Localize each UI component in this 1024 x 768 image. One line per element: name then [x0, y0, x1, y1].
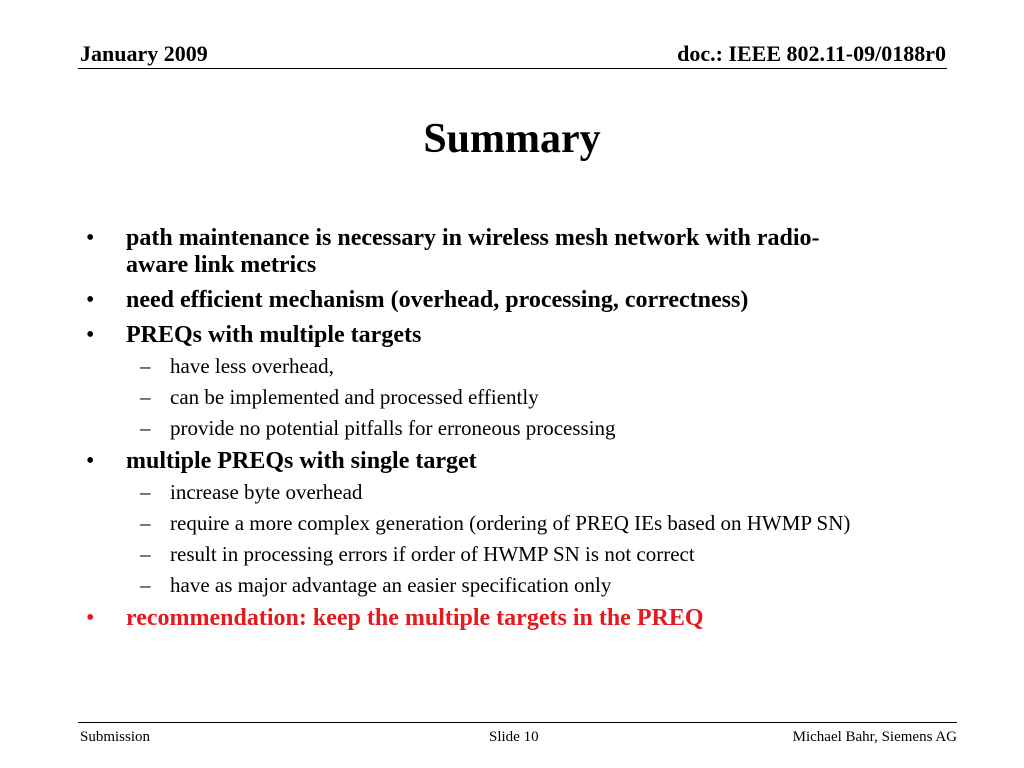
slide-number: Slide 10	[489, 729, 539, 745]
sub-bullet-text: have less overhead,	[170, 354, 334, 378]
bullet-item	[80, 287, 880, 314]
sub-bullet-marker: –	[140, 573, 151, 597]
header-doc-id: doc.: IEEE 802.11-09/0188r0	[677, 41, 946, 66]
sub-bullet-text: provide no potential pitfalls for erroneous processing	[170, 416, 616, 440]
bullet-text: need efficient mechanism (overhead, processing, correctness)	[126, 287, 749, 313]
sub-bullet-marker: –	[140, 354, 151, 378]
sub-bullet-marker: –	[140, 511, 151, 535]
sub-bullet-marker: –	[140, 416, 151, 440]
footer-submission: Submission	[80, 729, 151, 745]
sub-bullet-item	[80, 385, 880, 410]
footer-author: Michael Bahr, Siemens AG	[792, 729, 957, 745]
bullet-marker: •	[86, 322, 95, 348]
bullet-marker: •	[86, 605, 95, 631]
bullet-item	[80, 225, 880, 279]
sub-bullet-item	[80, 416, 880, 441]
recommendation-bullet	[80, 605, 880, 632]
bullet-text: path maintenance is necessary in wireless mesh network with radio-aware link metrics	[126, 225, 820, 278]
sub-bullet-text: can be implemented and processed effiently	[170, 385, 539, 409]
sub-bullet-marker: –	[140, 385, 151, 409]
sub-bullet-marker: –	[140, 480, 151, 504]
header-divider	[78, 68, 947, 69]
bullet-item	[80, 322, 880, 349]
bullet-marker: •	[86, 225, 95, 251]
bullet-text: multiple PREQs with single target	[126, 448, 477, 474]
sub-bullet-list	[80, 480, 880, 598]
bullet-item	[80, 448, 880, 475]
bullet-marker: •	[86, 448, 95, 474]
sub-bullet-item	[80, 354, 880, 379]
sub-bullet-text: result in processing errors if order of HWMP SN is not correct	[170, 542, 695, 566]
slide-title: Summary	[423, 116, 601, 162]
bullet-list	[80, 225, 880, 640]
bullet-text: recommendation: keep the multiple targets in the PREQ	[126, 605, 704, 631]
sub-bullet-text: increase byte overhead	[170, 480, 363, 504]
sub-bullet-text: have as major advantage an easier specification only	[170, 573, 612, 597]
sub-bullet-item	[80, 511, 880, 536]
bullet-text: PREQs with multiple targets	[126, 322, 422, 348]
header-date: January 2009	[80, 41, 208, 66]
sub-bullet-item	[80, 542, 880, 567]
bullet-marker: •	[86, 287, 95, 313]
sub-bullet-item	[80, 480, 880, 505]
footer-divider	[78, 722, 957, 723]
sub-bullet-list	[80, 354, 880, 441]
sub-bullet-item	[80, 573, 880, 598]
sub-bullet-text: require a more complex generation (ordering of PREQ IEs based on HWMP SN)	[170, 511, 851, 535]
sub-bullet-marker: –	[140, 542, 151, 566]
